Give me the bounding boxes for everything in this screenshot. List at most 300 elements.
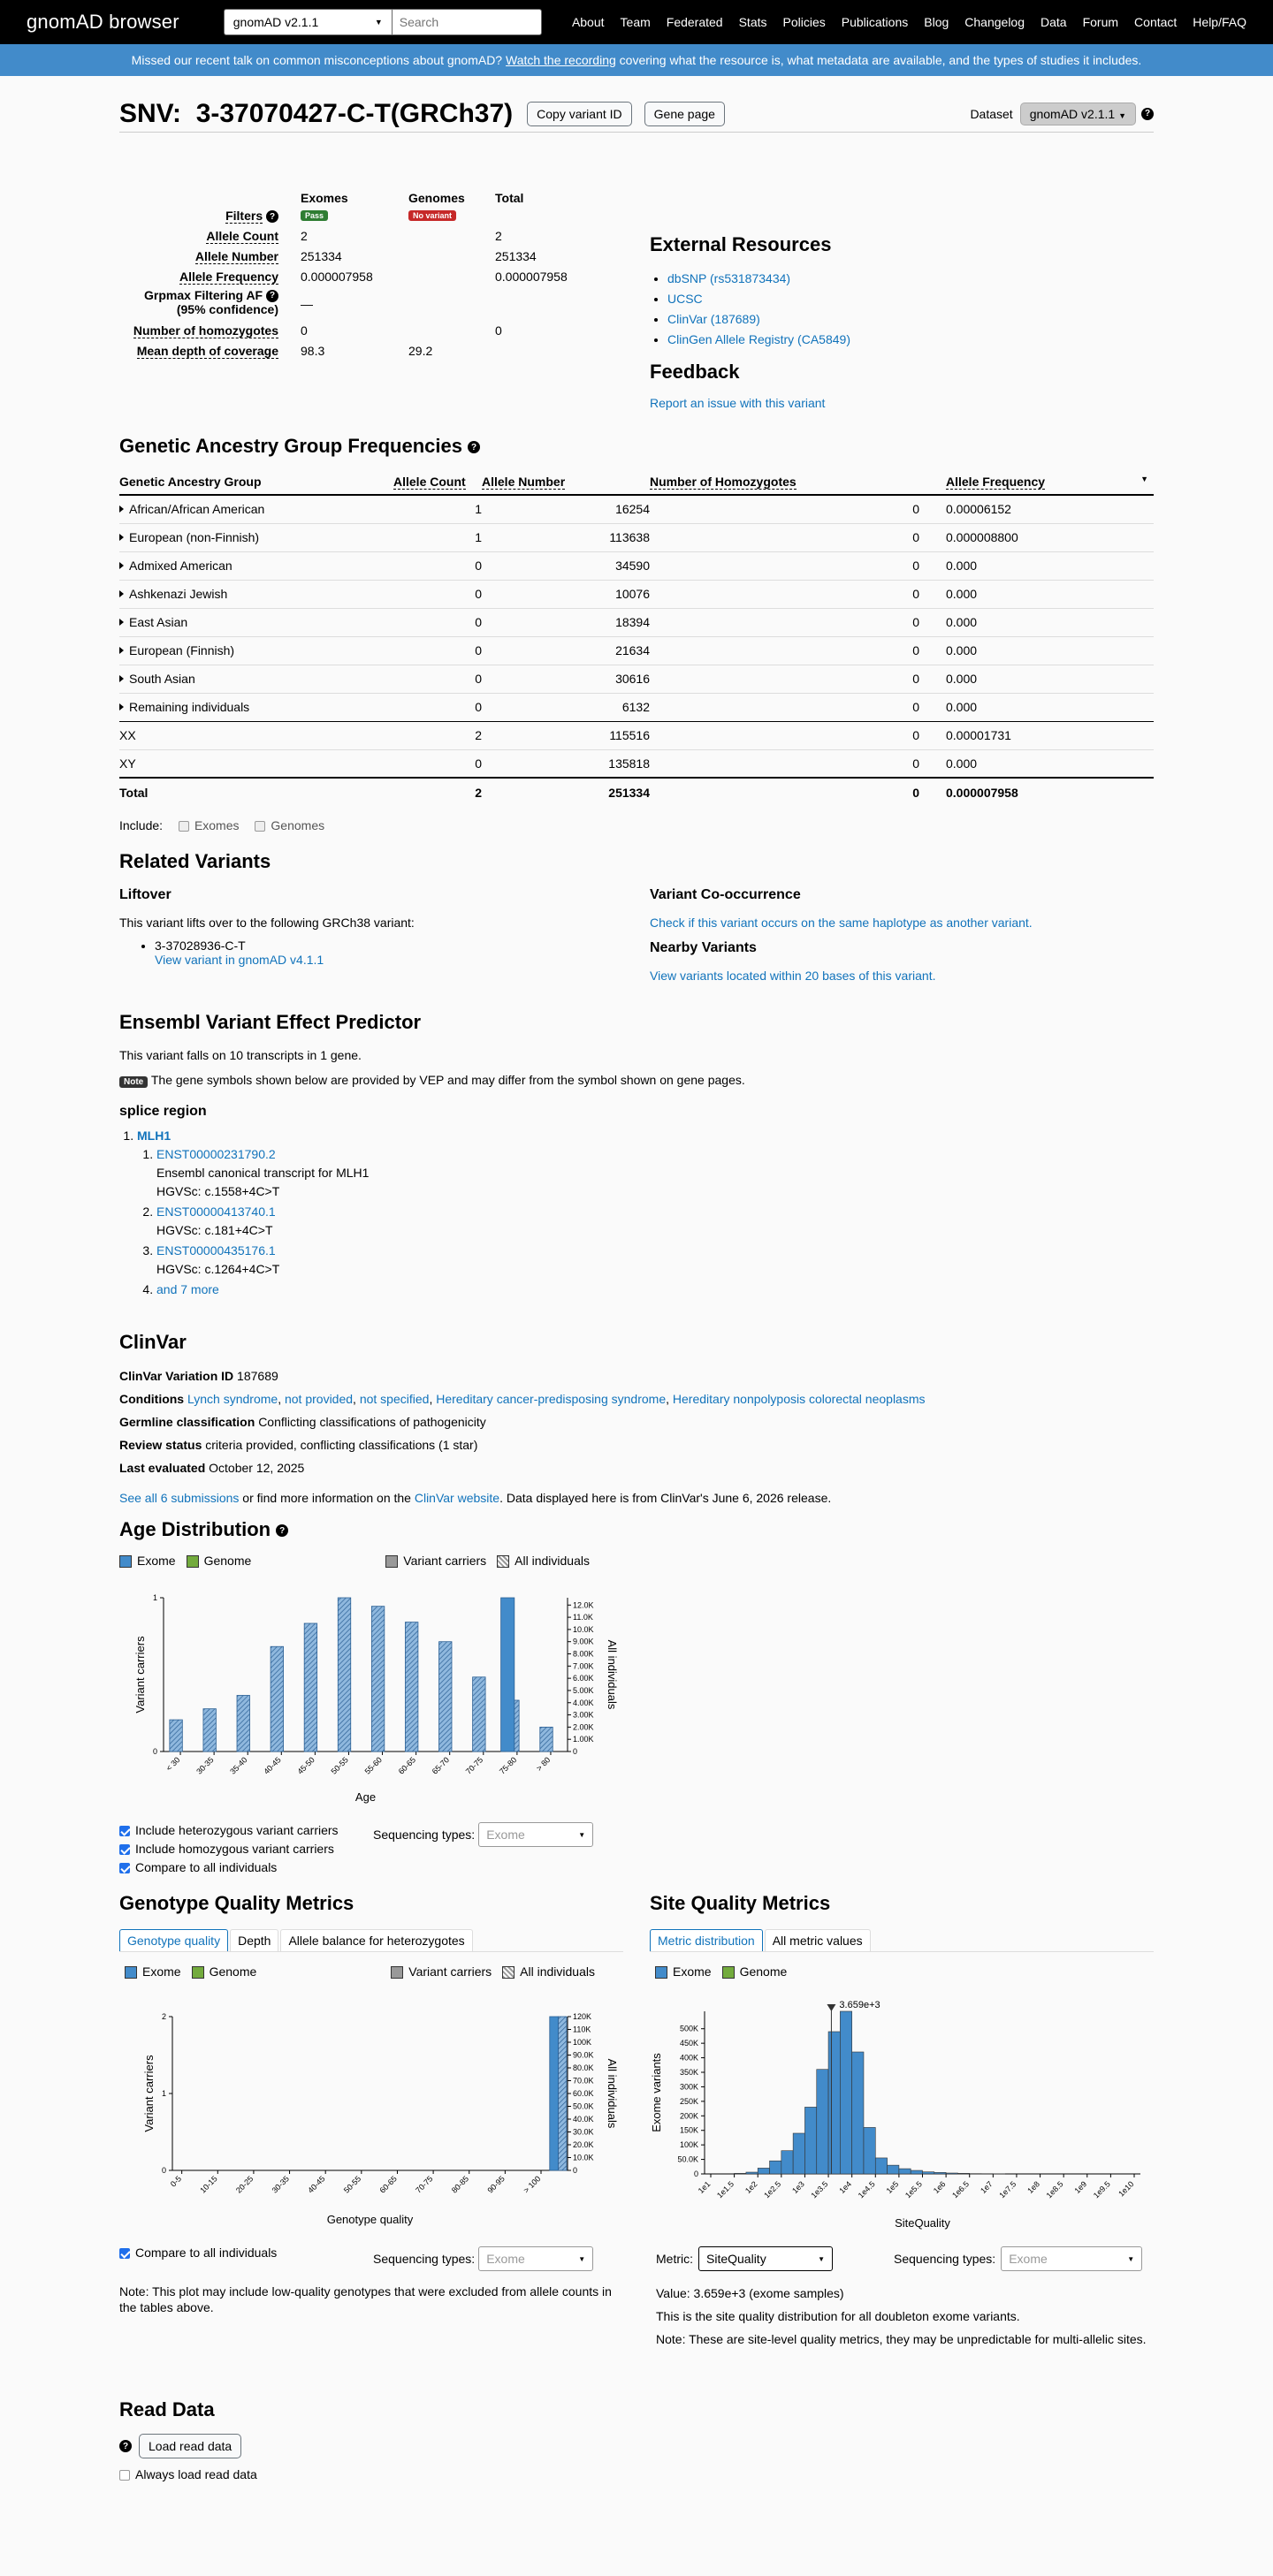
caret-down-icon: ▼: [1118, 110, 1126, 120]
y2-tick-label: 12.0K: [573, 1600, 594, 1610]
nav-link-team[interactable]: Team: [620, 15, 651, 29]
ancestry-row[interactable]: [119, 580, 1154, 608]
ancestry-af: 0.000: [919, 551, 1154, 580]
chevron-down-icon: ▼: [1127, 2254, 1135, 2263]
legend-genome: Genome: [209, 1964, 257, 1979]
legend-all: All individuals: [520, 1964, 595, 1979]
page-header: [119, 95, 1154, 133]
liftover-section: [119, 887, 614, 967]
y-tick-label: 100K: [679, 2140, 698, 2150]
legend-genome: Genome: [739, 1964, 788, 1979]
ancestry-row: [119, 721, 1154, 749]
nav-link-forum[interactable]: Forum: [1082, 15, 1119, 29]
ancestry-af: 0.00001731: [919, 721, 1154, 749]
legend-exome: Exome: [137, 1554, 176, 1568]
clinvar-mid: or find more information on the: [242, 1491, 411, 1505]
liftover-item: [155, 938, 614, 967]
include-label: Include:: [119, 818, 164, 832]
cooccurrence-section: [650, 887, 1145, 983]
histogram-bar: [804, 2107, 816, 2174]
ancestry-title: Genetic Ancestry Group Frequencies ?: [119, 435, 480, 458]
external-link-item: [667, 269, 1145, 289]
nav-link-help-faq[interactable]: Help/FAQ: [1193, 15, 1246, 29]
col-exomes: Exomes: [301, 191, 348, 205]
transcript-link[interactable]: ENST00000413740.1: [156, 1204, 276, 1219]
condition-link[interactable]: not provided: [284, 1392, 354, 1406]
all-individuals-bar: [439, 1642, 452, 1752]
gq-compare-label: Compare to all individuals: [135, 2245, 278, 2260]
expand-caret-icon[interactable]: [119, 619, 124, 626]
vep-summary: This variant falls on 10 transcripts in 1 gene.: [119, 1048, 362, 1062]
x-tick-label: 30-35: [270, 2174, 291, 2195]
ancestry-table-wrap: [119, 470, 1154, 832]
banner-text-pre: Missed our recent talk on common misconceptions about gnomAD?: [131, 53, 503, 67]
dataset-select-value: gnomAD v2.1.1: [232, 15, 319, 29]
nav-link-stats[interactable]: Stats: [738, 15, 767, 29]
y2-tick-label: 7.00K: [573, 1661, 594, 1671]
sq-metric: [656, 2246, 833, 2271]
all-individuals-swatch: [502, 1966, 515, 1979]
ancestry-row[interactable]: [119, 636, 1154, 665]
allele-frequency-label: Allele Frequency: [179, 270, 278, 284]
nav-link-changelog[interactable]: Changelog: [964, 15, 1025, 29]
transcript-detail: HGVSc: c.181+4C>T: [156, 1223, 273, 1237]
include-exomes-checkbox[interactable]: [179, 821, 189, 832]
nav-link-federated[interactable]: Federated: [666, 15, 723, 29]
y2-tick-label: 80.0K: [573, 2063, 594, 2072]
metric-label: Metric:: [656, 2252, 693, 2266]
brand-logo[interactable]: gnomAD browser: [27, 11, 179, 33]
x-tick-label: 1e8.5: [1044, 2179, 1065, 2200]
age-section: [119, 1518, 590, 1568]
y2-tick-label: 6.00K: [573, 1674, 594, 1683]
include-genomes-checkbox[interactable]: [255, 821, 265, 832]
variant-summary: [119, 191, 614, 421]
all-individuals-bar: [558, 2017, 567, 2170]
y2-tick-label: 60.0K: [573, 2089, 594, 2098]
value-marker-label: 3.659e+3: [839, 2000, 880, 2010]
total-hom: 0: [650, 778, 919, 806]
ancestry-hom: 0: [650, 608, 919, 636]
sq-title: Site Quality Metrics: [650, 1892, 831, 1914]
histogram-bar: [888, 2165, 899, 2174]
coverage-label: Mean depth of coverage: [136, 344, 278, 358]
histogram-bar: [840, 2011, 851, 2174]
all-individuals-bar: [170, 1720, 182, 1752]
total-an: 251334: [482, 778, 650, 806]
nav-link-data[interactable]: Data: [1041, 15, 1067, 29]
expand-caret-icon[interactable]: [119, 505, 124, 513]
y2-tick-label: 20.0K: [573, 2140, 594, 2149]
x-tick-label: < 30: [164, 1755, 182, 1773]
x-tick-label: 60-65: [396, 1755, 418, 1776]
sq-tab[interactable]: All metric values: [765, 1929, 871, 1951]
age-title: Age Distribution ?: [119, 1518, 590, 1541]
gq-compare-checkbox[interactable]: [119, 2248, 130, 2259]
external-resources: [650, 233, 1145, 410]
liftover-link[interactable]: View variant in gnomAD v4.1.1: [155, 953, 324, 967]
always-load-checkbox[interactable]: [119, 2470, 130, 2481]
bars: [550, 2017, 567, 2170]
x-tick-label: 1e8: [1025, 2179, 1041, 2196]
y2-tick-label: 0: [573, 2166, 578, 2175]
y2-tick-label: 40.0K: [573, 2115, 594, 2124]
x-tick-label: 1e6: [931, 2179, 948, 2196]
external-link-item: [667, 289, 1145, 309]
ancestry-af: 0.000: [919, 665, 1154, 693]
variation-id: 187689: [237, 1369, 278, 1383]
y-tick-label: 500K: [679, 2024, 698, 2033]
ancestry-section: [119, 435, 480, 458]
ancestry-ac: 0: [393, 665, 482, 693]
condition-link[interactable]: Hereditary cancer-predisposing syndrome: [436, 1392, 667, 1406]
include-controls: [119, 818, 1154, 832]
sq-tabs: [650, 1929, 1154, 1952]
all-individuals-bar: [405, 1622, 417, 1752]
x-tick-label: 70-75: [414, 2174, 435, 2195]
sq-tab[interactable]: Metric distribution: [650, 1929, 763, 1951]
y2-tick-label: 11.0K: [573, 1613, 593, 1622]
seq-types-select[interactable]: [478, 2246, 593, 2271]
allele-count-label: Allele Count: [206, 229, 278, 243]
total-af: 0.000007958: [919, 778, 1154, 806]
nearby-link[interactable]: View variants located within 20 bases of this variant.: [650, 969, 936, 983]
compare-checkbox[interactable]: [119, 1863, 130, 1873]
cooccurrence-link[interactable]: Check if this variant occurs on the same haplotype as another variant.: [650, 916, 1033, 930]
ancestry-row[interactable]: [119, 523, 1154, 551]
metric-select[interactable]: [698, 2246, 833, 2271]
age-chart: [119, 1589, 632, 1812]
gq-tab[interactable]: Allele balance for heterozygotes: [280, 1929, 472, 1951]
ancestry-row[interactable]: [119, 495, 1154, 523]
sq-chart: [650, 1994, 1162, 2232]
expand-caret-icon[interactable]: [119, 647, 124, 654]
transcript-detail: HGVSc: c.1558+4C>T: [156, 1184, 280, 1198]
sq-section: [650, 1892, 1154, 1979]
liftover-text: This variant lifts over to the following GRCh38 variant:: [119, 916, 415, 930]
y2-tick-label: 10.0K: [573, 2153, 594, 2162]
x-tick-label: 80-85: [449, 2174, 471, 2195]
clinvar-release: . Data displayed here is from ClinVar's June 6, 2026 release.: [499, 1491, 832, 1505]
vep-section: [119, 1011, 1154, 1299]
y-tick-label: 350K: [679, 2068, 698, 2077]
related-variants-title: Related Variants: [119, 850, 271, 872]
seq-types-select[interactable]: [478, 1822, 593, 1847]
sq-value: Value: 3.659e+3 (exome samples): [656, 2286, 844, 2300]
x-tick-label: 1e5: [884, 2179, 901, 2196]
ancestry-an: 21634: [482, 636, 650, 665]
ancestry-ac: 0: [393, 693, 482, 721]
ancestry-hom: 0: [650, 693, 919, 721]
th-allele-frequency[interactable]: Allele Frequency: [946, 474, 1046, 489]
ancestry-af: 0.000: [919, 580, 1154, 608]
x-tick-label: 1e5.5: [903, 2179, 924, 2200]
seq-types-label: Sequencing types:: [373, 2252, 476, 2266]
genome-swatch: [722, 1966, 735, 1979]
sq-info: [656, 2285, 1151, 2347]
exome-filter-badge: Pass: [301, 210, 328, 221]
ancestry-row[interactable]: [119, 665, 1154, 693]
search-input[interactable]: [392, 9, 542, 35]
y2-tick-label: 120K: [573, 2012, 592, 2021]
gq-tab[interactable]: Depth: [230, 1929, 278, 1951]
x-tick-label: 70-75: [463, 1755, 485, 1776]
ancestry-an: 113638: [482, 523, 650, 551]
all-individuals-bar: [203, 1709, 216, 1752]
genome-filter-badge: No variant: [408, 210, 456, 221]
ancestry-an: 135818: [482, 749, 650, 778]
report-issue-link[interactable]: Report an issue with this variant: [650, 396, 826, 410]
gene-link[interactable]: MLH1: [137, 1128, 172, 1143]
x-tick-label: 10-15: [198, 2174, 219, 2195]
external-link-item: [667, 330, 1145, 350]
nav-link-about[interactable]: About: [571, 15, 605, 29]
het-checkbox[interactable]: [119, 1826, 130, 1836]
histogram-bar: [957, 2173, 969, 2174]
histogram-bar: [758, 2168, 769, 2174]
ancestry-an: 10076: [482, 580, 650, 608]
ancestry-af: 0.000: [919, 693, 1154, 721]
expand-caret-icon[interactable]: [119, 703, 124, 710]
y2-tick-label: 2.00K: [573, 1722, 594, 1732]
ancestry-ac: 0: [393, 580, 482, 608]
y-tick-label: 1: [152, 1593, 157, 1602]
exome-swatch: [119, 1555, 132, 1568]
value-marker-arrow-icon: [827, 2004, 835, 2011]
external-link[interactable]: dbSNP (rs531873434): [667, 271, 791, 285]
gq-section: [119, 1892, 623, 1979]
conditions-label: Conditions: [119, 1392, 185, 1406]
help-icon[interactable]: ?: [468, 441, 480, 453]
dataset-select[interactable]: [224, 9, 392, 35]
y2-tick-label: 110K: [573, 2025, 591, 2034]
x-tick-label: 60-65: [377, 2174, 399, 2195]
germline-value: Conflicting classifications of pathogenicity: [258, 1415, 486, 1429]
external-link[interactable]: ClinGen Allele Registry (CA5849): [667, 332, 850, 346]
histogram-bar: [828, 2032, 840, 2174]
transcript-item: [156, 1145, 1154, 1201]
liftover-variant: 3-37028936-C-T: [155, 938, 246, 953]
page-title: SNV: 3-37070427-C-T(GRCh37): [119, 98, 514, 128]
always-load-label: Always load read data: [135, 2467, 257, 2481]
gq-tab[interactable]: Genotype quality: [119, 1929, 228, 1951]
expand-caret-icon[interactable]: [119, 590, 124, 597]
x-tick-label: > 100: [522, 2174, 543, 2195]
all-individuals-bar: [540, 1727, 553, 1752]
ancestry-group: Admixed American: [129, 559, 232, 573]
expand-caret-icon[interactable]: [119, 562, 124, 569]
exome-swatch: [655, 1966, 667, 1979]
all-individuals-bar: [371, 1607, 384, 1752]
allele-count-exomes: 2: [301, 229, 308, 243]
announcement-banner: [0, 44, 1273, 76]
th-allele-count[interactable]: Allele Count: [393, 474, 466, 489]
help-icon[interactable]: ?: [276, 1524, 288, 1537]
gene-page-button[interactable]: Gene page: [644, 102, 725, 126]
y2-tick-label: 100K: [573, 2038, 592, 2047]
ancestry-group: XY: [119, 756, 136, 771]
submissions-link[interactable]: See all 6 submissions: [119, 1491, 240, 1505]
th-group[interactable]: Genetic Ancestry Group: [119, 470, 393, 495]
carrier-bar: [501, 1598, 515, 1752]
x-tick-label: 1e3.5: [809, 2179, 830, 2200]
y2-tick-label: 90.0K: [573, 2050, 594, 2060]
x-tick-label: 1e7.5: [997, 2179, 1018, 2200]
y2-tick-label: 70.0K: [573, 2076, 594, 2086]
y-tick-label: 2: [161, 2012, 166, 2021]
carrier-bar: [550, 2017, 559, 2170]
x-tick-label: 1e3: [790, 2179, 806, 2196]
dataset-label: Dataset: [970, 106, 1013, 121]
banner-text-post: covering what the resource is, what metadata are available, and the types of studies it includes.: [619, 53, 1142, 67]
x-tick-label: 35-40: [228, 1755, 249, 1776]
clinvar-title: ClinVar: [119, 1331, 187, 1353]
ancestry-row[interactable]: [119, 551, 1154, 580]
transcript-link[interactable]: ENST00000435176.1: [156, 1243, 276, 1258]
external-links-list: [667, 269, 1145, 350]
x-tick-label: 65-70: [430, 1755, 452, 1776]
chevron-down-icon: ▼: [578, 2254, 586, 2263]
expand-caret-icon[interactable]: [119, 534, 124, 541]
x-tick-label: 1e1: [696, 2179, 713, 2196]
ancestry-table: [119, 470, 1154, 806]
evaluated-value: October 12, 2025: [209, 1461, 305, 1475]
histogram-bar: [735, 2173, 746, 2174]
seq-types-label: Sequencing types:: [373, 1828, 476, 1842]
histogram-bar: [746, 2172, 758, 2174]
gq-compare: [119, 2245, 277, 2260]
histogram-bar: [781, 2151, 793, 2174]
total-ac: 2: [393, 778, 482, 806]
help-icon: ?: [266, 210, 278, 223]
nav-link-contact[interactable]: Contact: [1134, 15, 1178, 29]
chevron-down-icon: ▼: [818, 2254, 825, 2263]
histogram-bar: [923, 2172, 934, 2174]
y-tick-label: 50.0K: [677, 2154, 698, 2164]
y-tick-label: 0: [152, 1747, 157, 1756]
load-read-data-button[interactable]: Load read data: [139, 2434, 241, 2458]
copy-variant-id-button[interactable]: Copy variant ID: [527, 102, 631, 126]
include-exomes-label: Exomes: [194, 818, 240, 832]
ancestry-hom: 0: [650, 551, 919, 580]
x-tick-label: 50-55: [341, 2174, 363, 2195]
y2-tick-label: 8.00K: [573, 1649, 594, 1659]
y-tick-label: 300K: [679, 2082, 698, 2092]
dataset-dropdown[interactable]: [1020, 103, 1136, 125]
nav-link-policies[interactable]: Policies: [782, 15, 826, 29]
nav-link-blog[interactable]: Blog: [924, 15, 949, 29]
sort-desc-icon: ▼: [1140, 474, 1148, 483]
variation-id-label: ClinVar Variation ID: [119, 1369, 234, 1383]
x-axis-label: SiteQuality: [895, 2216, 950, 2230]
x-tick-label: 1e4.5: [856, 2179, 877, 2200]
external-link-item: [667, 309, 1145, 330]
th-allele-number[interactable]: Allele Number: [482, 474, 566, 489]
clinvar-website-link[interactable]: ClinVar website: [414, 1491, 500, 1505]
expand-caret-icon[interactable]: [119, 675, 124, 682]
nav-link-publications[interactable]: Publications: [841, 15, 909, 29]
axes: [162, 2012, 594, 2195]
transcript-item: [156, 1203, 1154, 1240]
y-axis-label: Variant carriers: [133, 1636, 147, 1714]
age-seq-types: [373, 1822, 593, 1847]
external-link[interactable]: UCSC: [667, 292, 703, 306]
y-tick-label: 0: [693, 2169, 698, 2178]
y2-tick-label: 50.0K: [573, 2101, 594, 2111]
bars: [735, 2011, 1005, 2174]
allele-number-exomes: 251334: [301, 249, 342, 263]
transcript-link[interactable]: ENST00000231790.2: [156, 1147, 276, 1161]
x-tick-label: 1e9.5: [1091, 2179, 1112, 2200]
x-tick-label: 55-60: [362, 1755, 384, 1776]
x-tick-label: 1e10: [1117, 2179, 1136, 2199]
x-tick-label: 1e4: [837, 2179, 854, 2196]
th-homozygotes[interactable]: Number of Homozygotes: [650, 474, 797, 489]
banner-link[interactable]: Watch the recording: [506, 53, 616, 67]
gq-tabs: [119, 1929, 623, 1952]
y2-tick-label: 5.00K: [573, 1685, 594, 1695]
help-icon[interactable]: ?: [119, 2440, 132, 2452]
y-tick-label: 250K: [679, 2096, 698, 2106]
external-link[interactable]: ClinVar (187689): [667, 312, 760, 326]
more-transcripts-link[interactable]: and 7 more: [156, 1282, 219, 1296]
ancestry-group: XX: [119, 728, 136, 742]
ancestry-row[interactable]: [119, 608, 1154, 636]
x-tick-label: 45-50: [295, 1755, 316, 1776]
x-tick-label: 40-45: [306, 2174, 327, 2195]
ancestry-hom: 0: [650, 665, 919, 693]
top-navbar: [0, 0, 1273, 44]
evaluated-label: Last evaluated: [119, 1461, 206, 1475]
ancestry-hom: 0: [650, 523, 919, 551]
external-resources-title: External Resources: [650, 233, 832, 255]
col-genomes: Genomes: [408, 191, 465, 205]
ancestry-hom: 0: [650, 636, 919, 665]
total-label: Total: [119, 778, 393, 806]
ancestry-hom: 0: [650, 495, 919, 523]
help-icon[interactable]: ?: [1141, 108, 1154, 120]
y-tick-label: 0: [161, 2166, 166, 2175]
hom-checkbox[interactable]: [119, 1844, 130, 1855]
metric-value: SiteQuality: [706, 2252, 766, 2266]
y-tick-label: 200K: [679, 2111, 698, 2121]
ancestry-ac: 1: [393, 495, 482, 523]
seq-types-select[interactable]: [1001, 2246, 1142, 2271]
x-tick-label: 20-25: [233, 2174, 255, 2195]
legend-genome: Genome: [203, 1554, 252, 1568]
ancestry-row[interactable]: [119, 693, 1154, 721]
condition-link[interactable]: Lynch syndrome: [187, 1392, 278, 1406]
ancestry-an: 16254: [482, 495, 650, 523]
y2-tick-label: 1.00K: [573, 1735, 594, 1744]
y-tick-label: 150K: [679, 2125, 698, 2135]
ancestry-af: 0.000: [919, 608, 1154, 636]
transcript-detail: Ensembl canonical transcript for MLH1: [156, 1166, 370, 1180]
compare-label: Compare to all individuals: [135, 1860, 278, 1874]
genome-swatch: [192, 1966, 204, 1979]
cooccurrence-title: Variant Co-occurrence: [650, 887, 801, 902]
condition-link[interactable]: not specified: [359, 1392, 430, 1406]
ancestry-an: 18394: [482, 608, 650, 636]
gq-seq-types: [373, 2246, 593, 2271]
ancestry-hom: 0: [650, 749, 919, 778]
y2-tick-label: 30.0K: [573, 2127, 594, 2137]
ancestry-af: 0.000: [919, 636, 1154, 665]
condition-link[interactable]: Hereditary nonpolyposis colorectal neoplasms: [672, 1392, 926, 1406]
x-tick-label: > 80: [534, 1755, 553, 1773]
gene-item: [137, 1127, 1154, 1299]
ancestry-af: 0.00006152: [919, 495, 1154, 523]
